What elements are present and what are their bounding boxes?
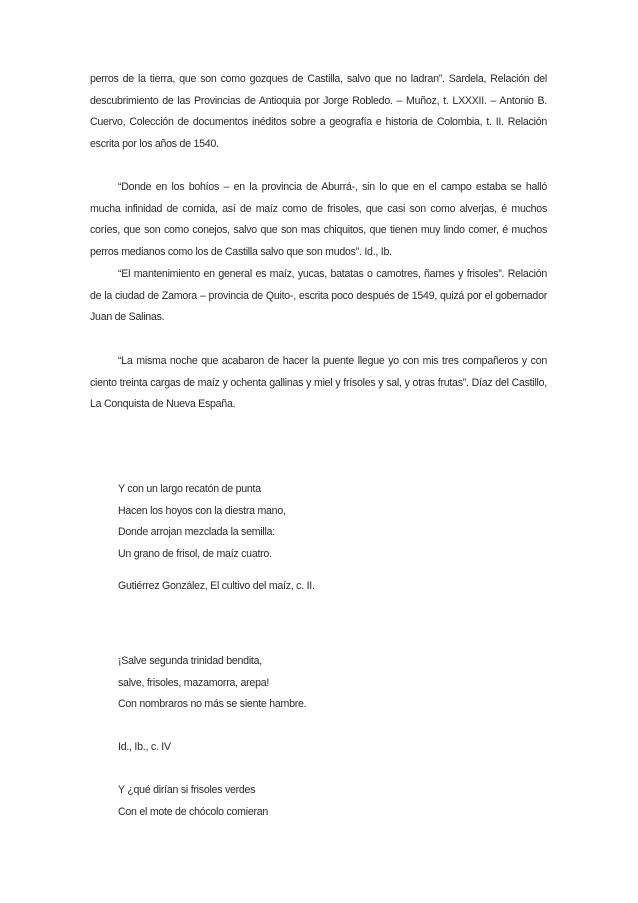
paragraph-diaz-castillo: “La misma noche que acabaron de hacer la puente llegue yo con mis tres compañeros y con ciento treinta cargas de maíz y ochenta gallinas y miel y frísoles y sal, y otras frutas”. Díaz del Castillo, La Conquista de Nueva España. xyxy=(90,355,547,411)
verse-line: Hacen los hoyos con la diestra mano, xyxy=(118,504,286,517)
citation-line: Gutiérrez González, El cultivo del maíz, c. II. xyxy=(118,580,315,592)
verse-line: Con el mote de chócolo comieran xyxy=(118,805,269,818)
verse-stanza-chocolo xyxy=(118,780,538,823)
verse-line: ¡Salve segunda trinidad bendita, xyxy=(118,655,262,667)
verse-citation-gutierrez xyxy=(118,576,538,598)
paragraph-sardela-relacion: perros de la tierra, que son como gozques de Castilla, salvo que no ladran”. Sardela, Relación del descubrimiento de las Provincias de Antioquia por Jorge Robledo. – Muñoz, t. LXXXII. – Antonio B. Cuervo, Colección de documentos inéditos sobre a geografía e historia de Colombia, t. II. Relación escrita por los años de 1540. xyxy=(90,73,547,150)
verse-stanza-cultivo xyxy=(118,479,538,565)
verse-stanza-trinidad xyxy=(118,651,538,716)
verse-line: Donde arrojan mezclada la semilla: xyxy=(118,526,275,539)
paragraph-zamora-mantenimiento: “El mantenimiento en general es maíz, yucas, batatas o camotres, ñames y frisoles”. Relación de la ciudad de Zamora – provincia de Quito-, escrita poco después de 1549, quizá por el gobernador Juan de Salinas. xyxy=(90,268,547,324)
verse-line: salve, frisoles, mazamorra, arepa! xyxy=(118,676,270,689)
citation-line: Id., Ib., c. IV xyxy=(118,741,171,753)
verse-line: Y con un largo recatón de punta xyxy=(118,483,261,495)
verse-line: Y ¿qué dirían si frisoles verdes xyxy=(118,784,256,796)
verse-line: Con nombraros no más se siente hambre. xyxy=(118,698,307,711)
verse-citation-id-ib xyxy=(118,737,538,759)
verse-line: Un grano de frisol, de maíz cuatro. xyxy=(118,547,272,560)
paragraph-aburra-bohios: “Donde en los bohíos – en la provincia de Aburrá-, sin lo que en el campo estaba se halló mucha infinidad de comida, así de maíz como de frisoles, que casi son como alverjas, é muchos coríes, que son como conejos, salvo que son mas chiquitos, que tienen muy lindo comer, é muchos perros medianos como los de Castilla salvo que son mudos”. Id., Ib. xyxy=(90,181,547,258)
